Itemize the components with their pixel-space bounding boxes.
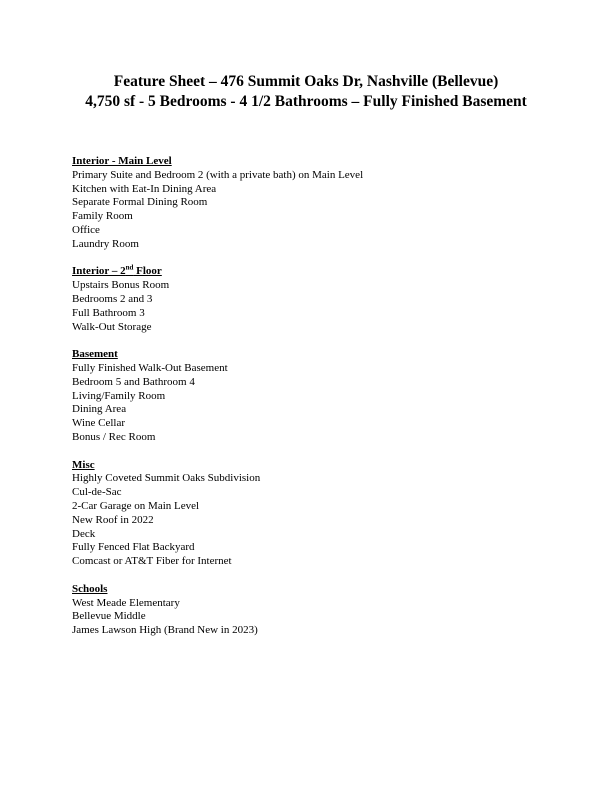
list-item: Bedrooms 2 and 3 [72,292,153,305]
list-item: Fully Fenced Flat Backyard [72,541,195,554]
list-item: Walk-Out Storage [72,320,152,333]
title-line-1: Feature Sheet – 476 Summit Oaks Dr, Nashville (Bellevue) [113,73,499,90]
list-item: 2-Car Garage on Main Level [72,499,200,512]
list-item: Separate Formal Dining Room [72,196,208,209]
list-item: Bellevue Middle [72,610,146,623]
list-item: Primary Suite and Bedroom 2 (with a private bath) on Main Level [72,168,364,181]
list-item: Dining Area [72,403,127,416]
section-heading: Schools [72,582,108,595]
list-item: Office [72,223,100,236]
list-item: Laundry Room [72,237,139,250]
list-item: Wine Cellar [72,417,126,430]
list-item: Bonus / Rec Room [72,430,156,443]
list-item: West Meade Elementary [72,596,180,609]
document-body [72,155,552,652]
section-schools [72,583,552,638]
list-item: Full Bathroom 3 [72,306,145,319]
heading-suffix: Floor [133,265,162,278]
section-heading: Basement [72,348,118,361]
list-item: Cul-de-Sac [72,486,122,499]
section-heading [72,265,552,279]
list-item: Family Room [72,210,133,223]
heading-prefix: Interior – 2 [72,265,126,278]
list-item: James Lawson High (Brand New in 2023) [72,624,258,637]
section-misc [72,459,552,569]
section-second-floor [72,265,552,334]
document-title [0,72,612,112]
section-heading: Interior - Main Level [72,155,172,167]
section-heading: Misc [72,458,95,471]
heading-ordinal-sup: nd [125,263,134,272]
section-main-level [72,155,552,252]
title-line-2: 4,750 sf - 5 Bedrooms - 4 1/2 Bathrooms – Fully Finished Basement [85,93,527,110]
list-item: Living/Family Room [72,389,166,402]
list-item: New Roof in 2022 [72,513,154,526]
list-item: Comcast or AT&T Fiber for Internet [72,555,232,568]
list-item: Highly Coveted Summit Oaks Subdivision [72,472,261,485]
list-item: Upstairs Bonus Room [72,279,170,292]
list-item: Fully Finished Walk-Out Basement [72,361,228,374]
list-item: Deck [72,527,96,540]
section-basement [72,348,552,445]
list-item: Kitchen with Eat-In Dining Area [72,182,217,195]
list-item: Bedroom 5 and Bathroom 4 [72,375,195,388]
